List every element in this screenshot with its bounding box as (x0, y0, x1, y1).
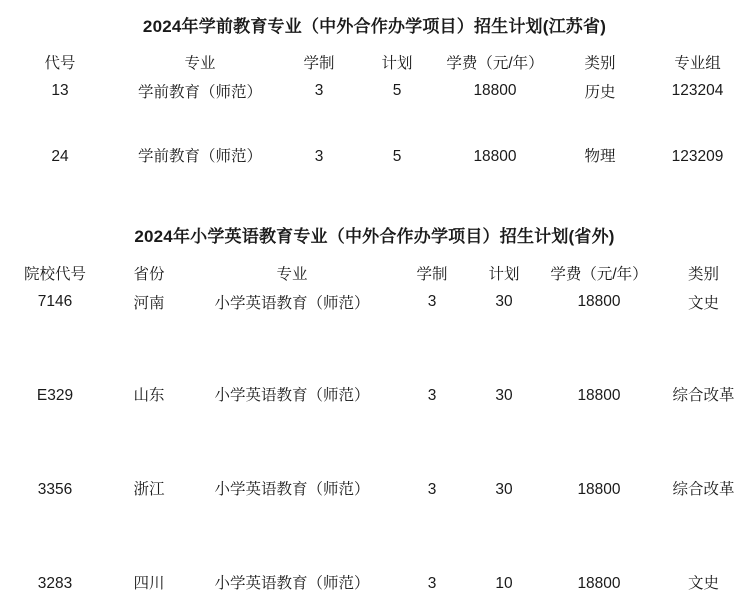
cell-system: 3 (314, 82, 324, 99)
table-row (0, 317, 749, 411)
table-preschool-plan (0, 48, 749, 172)
cell-major: 学前教育（师范） (137, 148, 262, 165)
cell-plan: 5 (392, 82, 402, 99)
column-header-major: 专业 (276, 266, 308, 283)
column-header-system: 学制 (303, 55, 335, 72)
cell-major: 小学英语教育（师范） (214, 295, 370, 312)
column-header-school-code: 院校代号 (23, 266, 86, 283)
cell-system: 3 (427, 293, 437, 310)
table-row (0, 106, 749, 172)
table-row (0, 505, 749, 599)
cell-province: 山东 (133, 387, 165, 404)
table-header-row (0, 48, 749, 76)
cell-group: 123204 (671, 82, 724, 99)
cell-system: 3 (427, 575, 437, 592)
cell-code: 24 (51, 148, 69, 165)
cell-major: 小学英语教育（师范） (214, 481, 370, 498)
cell-major: 小学英语教育（师范） (214, 387, 370, 404)
column-header-category: 类别 (584, 55, 616, 72)
cell-major: 学前教育（师范） (137, 84, 262, 101)
column-header-code: 代号 (44, 55, 76, 72)
cell-province: 四川 (133, 575, 165, 592)
table-row (0, 76, 749, 106)
cell-category: 物理 (584, 148, 616, 165)
cell-tuition: 18800 (577, 293, 621, 310)
cell-school-code: E329 (36, 387, 74, 404)
cell-plan: 30 (495, 293, 513, 310)
cell-tuition: 18800 (473, 82, 517, 99)
section-primary-english-education (0, 222, 749, 599)
column-header-category: 类别 (687, 266, 719, 283)
cell-plan: 30 (495, 481, 513, 498)
column-header-group: 专业组 (674, 55, 721, 72)
cell-province: 浙江 (133, 481, 165, 498)
column-header-province: 省份 (133, 266, 165, 283)
cell-plan: 10 (495, 575, 513, 592)
column-header-tuition: 学费（元/年） (550, 266, 648, 283)
table-row (0, 411, 749, 505)
cell-code: 13 (51, 82, 69, 99)
cell-tuition: 18800 (473, 148, 517, 165)
cell-tuition: 18800 (577, 575, 621, 592)
section-title-preschool: 2024年学前教育专业（中外合作办学项目）招生计划(江苏省) (142, 17, 607, 36)
column-header-plan: 计划 (381, 55, 413, 72)
cell-category: 综合改革 (672, 481, 735, 498)
cell-major: 小学英语教育（师范） (214, 575, 370, 592)
cell-category: 历史 (584, 84, 616, 101)
cell-school-code: 3283 (37, 575, 73, 592)
cell-school-code: 3356 (37, 481, 73, 498)
cell-category: 文史 (687, 575, 719, 592)
cell-category: 综合改革 (672, 387, 735, 404)
cell-tuition: 18800 (577, 481, 621, 498)
table-row (0, 287, 749, 317)
column-header-plan: 计划 (488, 266, 520, 283)
cell-system: 3 (427, 481, 437, 498)
cell-system: 3 (427, 387, 437, 404)
cell-plan: 30 (495, 387, 513, 404)
table-header-row (0, 259, 749, 287)
section-title-primary-english: 2024年小学英语教育专业（中外合作办学项目）招生计划(省外) (134, 227, 615, 246)
section-preschool-education (0, 12, 749, 172)
cell-system: 3 (314, 148, 324, 165)
cell-group: 123209 (671, 148, 724, 165)
cell-tuition: 18800 (577, 387, 621, 404)
cell-category: 文史 (687, 295, 719, 312)
column-header-tuition: 学费（元/年） (446, 55, 544, 72)
cell-province: 河南 (133, 295, 165, 312)
column-header-system: 学制 (416, 266, 448, 283)
cell-plan: 5 (392, 148, 402, 165)
cell-school-code: 7146 (37, 293, 73, 310)
table-primary-english-plan (0, 259, 749, 599)
column-header-major: 专业 (184, 55, 216, 72)
